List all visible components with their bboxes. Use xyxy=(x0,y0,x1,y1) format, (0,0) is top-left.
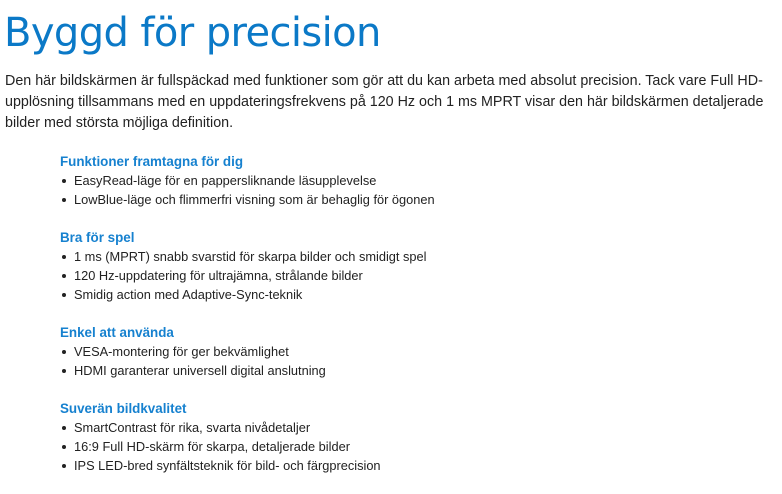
feature-section xyxy=(60,228,760,304)
feature-list-item xyxy=(60,266,760,285)
feature-list-item xyxy=(60,418,760,437)
feature-list-item xyxy=(60,361,760,380)
feature-list-item xyxy=(60,171,760,190)
feature-item-text: 1 ms (MPRT) snabb svarstid för skarpa bilder och smidigt spel xyxy=(74,249,427,264)
feature-section xyxy=(60,152,760,209)
bullet-icon xyxy=(62,426,66,430)
bullet-icon xyxy=(62,293,66,297)
feature-list-item xyxy=(60,285,760,304)
section-heading: Suverän bildkvalitet xyxy=(60,401,187,416)
feature-sections xyxy=(60,152,760,494)
bullet-icon xyxy=(62,350,66,354)
page-title: Byggd för precision xyxy=(4,10,381,56)
feature-item-text: 120 Hz-uppdatering för ultrajämna, strålande bilder xyxy=(74,268,363,283)
feature-item-text: 16:9 Full HD-skärm för skarpa, detaljerade bilder xyxy=(74,439,350,454)
feature-item-text: LowBlue-läge och flimmerfri visning som är behaglig för ögonen xyxy=(74,192,435,207)
feature-section xyxy=(60,399,760,475)
feature-list xyxy=(60,247,760,304)
feature-item-text: EasyRead-läge för en pappersliknande läsupplevelse xyxy=(74,173,377,188)
feature-list-item xyxy=(60,247,760,266)
bullet-icon xyxy=(62,179,66,183)
feature-item-text: HDMI garanterar universell digital anslutning xyxy=(74,363,326,378)
feature-list-item xyxy=(60,190,760,209)
bullet-icon xyxy=(62,255,66,259)
intro-paragraph: Den här bildskärmen är fullspäckad med funktioner som gör att du kan arbeta med absolut precision. Tack vare Full HD-upplösning tillsammans med en uppdateringsfrekvens på 120 Hz och 1 ms MPRT visar den här bildskärmen detaljerade bilder med största möjliga definition. xyxy=(5,73,764,131)
feature-list xyxy=(60,171,760,209)
feature-list xyxy=(60,418,760,475)
feature-list-item xyxy=(60,437,760,456)
bullet-icon xyxy=(62,274,66,278)
feature-item-text: SmartContrast för rika, svarta nivådetaljer xyxy=(74,420,311,435)
section-heading: Funktioner framtagna för dig xyxy=(60,154,244,169)
section-heading: Enkel att använda xyxy=(60,325,174,340)
feature-list-item xyxy=(60,342,760,361)
feature-item-text: IPS LED-bred synfältsteknik för bild- och färgprecision xyxy=(74,458,381,473)
feature-list xyxy=(60,342,760,380)
section-heading: Bra för spel xyxy=(60,230,135,245)
bullet-icon xyxy=(62,369,66,373)
feature-section xyxy=(60,323,760,380)
bullet-icon xyxy=(62,464,66,468)
bullet-icon xyxy=(62,445,66,449)
feature-item-text: VESA-montering för ger bekvämlighet xyxy=(74,344,289,359)
feature-item-text: Smidig action med Adaptive-Sync-teknik xyxy=(74,287,303,302)
bullet-icon xyxy=(62,198,66,202)
feature-list-item xyxy=(60,456,760,475)
